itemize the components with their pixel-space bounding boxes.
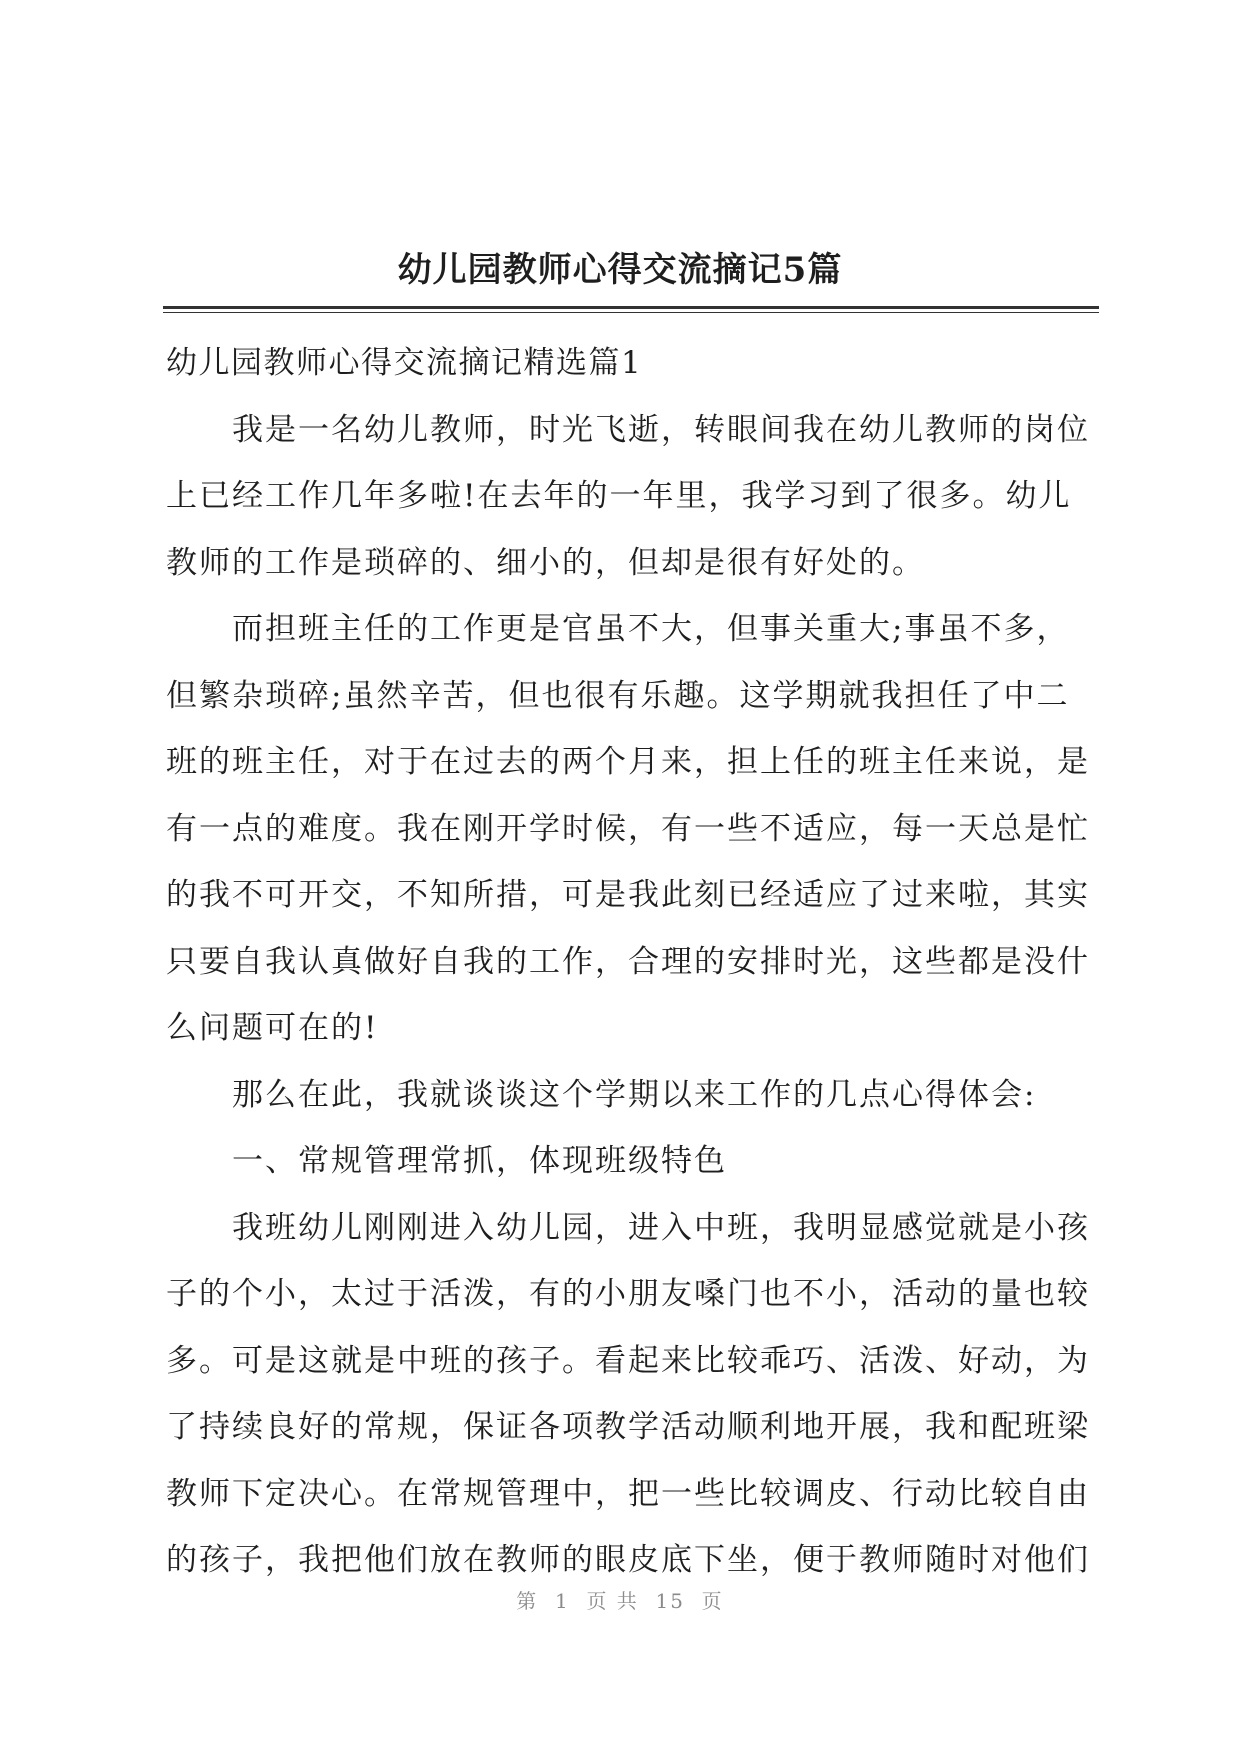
paragraph: 我是一名幼儿教师，时光飞逝，转眼间我在幼儿教师的岗位上已经工作几年多啦!在去年的一年里，我学习到了很多。幼儿教师的工作是琐碎的、细小的，但却是很有好处的。 (166, 411, 1090, 581)
document-body (166, 330, 1096, 1594)
paragraph: 我班幼儿刚刚进入幼儿园，进入中班，我明显感觉就是小孩子的个小，太过于活泼，有的小朋友嗓门也不小，活动的量也较多。可是这就是中班的孩子。看起来比较乖巧、活泼、好动，为了持续良好的常规，保证各项教学活动顺利地开展，我和配班梁教师下定决心。在常规管理中，把一些比较调皮、行动比较自由的孩子，我把他们放在教师的眼皮底下坐，便于教师随时对他们 (166, 1209, 1090, 1578)
title-rule-thin (163, 312, 1099, 313)
paragraph: 那么在此，我就谈谈这个学期以来工作的几点心得体会: (232, 1076, 1037, 1113)
document-title: 幼儿园教师心得交流摘记5篇 (397, 250, 843, 290)
page-number: 第 1 页 共 15 页 (516, 1589, 724, 1613)
section-heading: 幼儿园教师心得交流摘记精选篇1 (166, 345, 643, 381)
paragraph: 而担班主任的工作更是官虽不大，但事关重大;事虽不多，但繁杂琐碎;虽然辛苦，但也很有乐趣。这学期就我担任了中二班的班主任，对于在过去的两个月来，担上任的班主任来说，是有一点的难度。我在刚开学时候，有一些不适应，每一天总是忙的我不可开交，不知所措，可是我此刻已经适应了过来啦，其实只要自我认真做好自我的工作，合理的安排时光，这些都是没什么问题可在的! (166, 611, 1090, 1046)
title-rule-thick (163, 306, 1099, 309)
subheading: 一、常规管理常抓，体现班级特色 (232, 1143, 727, 1179)
